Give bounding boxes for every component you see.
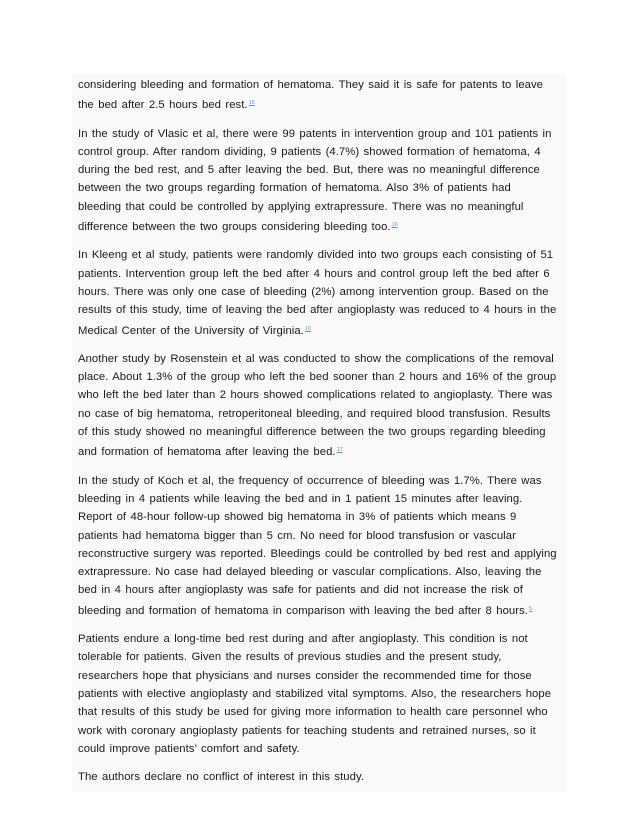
paragraph-kleeng-study xyxy=(72,244,566,345)
paragraph-text: In the study of Vlasic et al, there were 99 patents in intervention group and 101 patients in control group. After random dividing, 9 patients (4.7%) showed formation of hematoma, 4 during the bed rest, and 5 after leaving the bed. But, there was no meaningful difference between the two groups regarding formation of hematoma. Also 3% of patients had bleeding that could be controlled by applying extrapressure. There was no meaningful difference between the two groups considering bleeding too. xyxy=(78,127,552,234)
paragraph-koch-study xyxy=(72,470,566,626)
citation-link[interactable]: 17 xyxy=(336,447,343,454)
document-body xyxy=(72,74,566,792)
paragraph-text: Patients endure a long-time bed rest during and after angioplasty. This condition is not tolerable for patients. Given the results of previous studies and the present study, researchers hope that physicians and nurses consider the recommended time for those patients with elective angioplasty and stabilized vital symptoms. Also, the researchers hope that results of this study be used for giving more information to health care personnel who work with coronary angioplasty patients for teaching students and retrained nurses, so it could improve patients’ comfort and safety. xyxy=(78,633,552,755)
paragraph-vlasic-study xyxy=(72,123,566,243)
citation-link[interactable]: 16 xyxy=(391,222,398,229)
paragraph-text: The authors declare no conflict of interest in this study. xyxy=(78,771,365,784)
paragraph-rosenstein-study xyxy=(72,348,566,468)
paragraph-text: Another study by Rosenstein et al was conducted to show the complications of the removal place. About 1.3% of the group who left the bed sooner than 2 hours and 16% of the group who left the bed later than 2 hours showed complications related to angioplasty. There was no case of big hematoma, retroperitoneal bleeding, and required blood transfusion. Results of this study showed no meaningful difference between the two groups regarding bleeding and formation of hematoma after leaving the bed. xyxy=(78,352,557,459)
citation-link[interactable]: 15 xyxy=(248,100,255,107)
citation-link[interactable]: 5 xyxy=(528,605,533,612)
paragraph-conclusion xyxy=(72,628,566,764)
citation-link[interactable]: 10 xyxy=(304,325,311,332)
paragraph-safe-leave-time xyxy=(72,74,566,121)
paragraph-text: In the study of Koch et al, the frequency of occurrence of bleeding was 1.7%. There was bleeding in 4 patients while leaving the bed and in 1 patient 15 minutes after leaving. Report of 48-hour follow-up showed big hematoma in 3% of patients which means 9 patients had hematoma bigger than 5 cm. No need for blood transfusion or vascular reconstructive surgery was reported. Bleedings could be controlled by bed rest and applying extrapressure. No case had delayed bleeding or vascular complications. Also, leaving the bed in 4 hours after angioplasty was safe for patients and did not increase the risk of bleeding and formation of hematoma in comparison with leaving the bed after 8 hours. xyxy=(78,474,557,617)
paragraph-text: In Kleeng et al study, patients were randomly divided into two groups each consisting of 51 patients. Intervention group left the bed after 4 hours and control group left the bed after 6 hours. There was only one case of bleeding (2%) among intervention group. Based on the results of this study, time of leaving the bed after angioplasty was reduced to 4 hours in the Medical Center of the University of Virginia. xyxy=(78,249,557,337)
paragraph-text: considering bleeding and formation of hematoma. They said it is safe for patents to leave the bed after 2.5 hours bed rest. xyxy=(78,79,544,112)
paragraph-conflict-statement xyxy=(72,766,566,792)
